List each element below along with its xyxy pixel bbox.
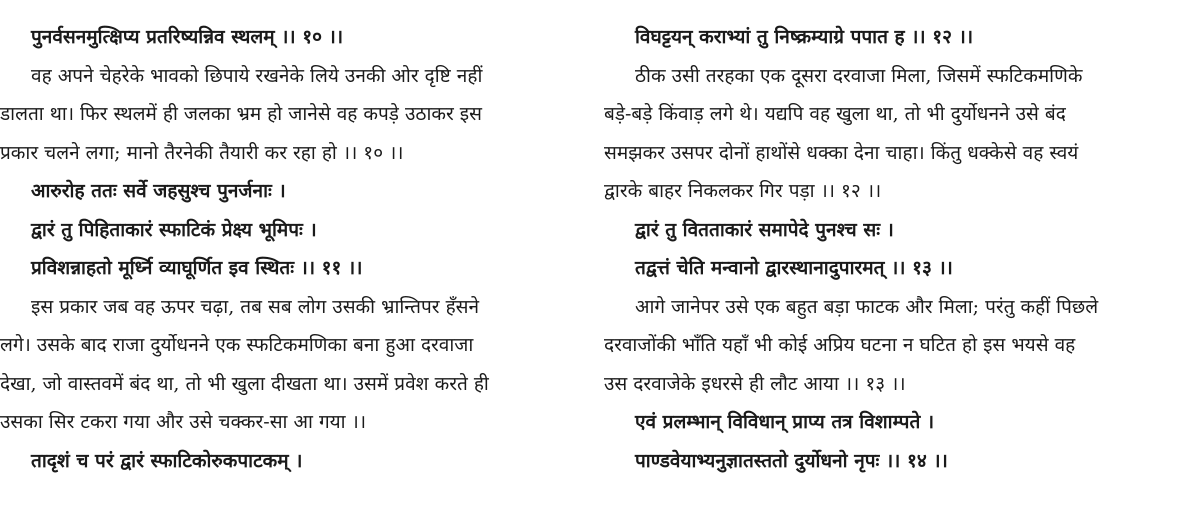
translation-line: उसका सिर टकरा गया और उसे चक्कर-सा आ गया ।। bbox=[0, 411, 367, 433]
sanskrit-verse-line: विघट्टयन् कराभ्यां तु निष्क्रम्याग्रे पपात ह ।। १२ ।। bbox=[635, 26, 974, 48]
left-column bbox=[0, 18, 580, 480]
translation-line: डालता था। फिर स्थलमें ही जलका भ्रम हो जानेसे वह कपड़े उठाकर इस bbox=[0, 103, 482, 125]
translation-line: दरवाजोंकी भाँति यहाँ भी कोई अप्रिय घटना न घटित हो इस भयसे वह bbox=[604, 334, 1076, 356]
translation-line: वह अपने चेहरेके भावको छिपाये रखनेके लिये उनकी ओर दृष्टि नहीं bbox=[31, 64, 483, 87]
sanskrit-verse-line: एवं प्रलम्भान् विविधान् प्राप्य तत्र विशाम्पते । bbox=[635, 411, 935, 433]
translation-line: प्रकार चलने लगा; मानो तैरनेकी तैयारी कर रहा हो ।। १० ।। bbox=[0, 141, 404, 164]
translation-line: द्वारके बाहर निकलकर गिर पड़ा ।। १२ ।। bbox=[604, 180, 882, 202]
sanskrit-verse-line: तादृशं च परं द्वारं स्फाटिकोरुकपाटकम् । bbox=[31, 449, 303, 472]
sanskrit-verse-line: प्रविशन्नाहतो मूर्ध्नि व्याघूर्णित इव स्थितः ।। ११ ।। bbox=[31, 257, 363, 279]
translation-line: उस दरवाजेके इधरसे ही लौट आया ।। १३ ।। bbox=[604, 372, 906, 395]
translation-line: ठीक उसी तरहका एक दूसरा दरवाजा मिला, जिसमें स्फटिकमणिके bbox=[635, 64, 1083, 87]
translation-line: इस प्रकार जब वह ऊपर चढ़ा, तब सब लोग उसकी भ्रान्तिपर हँसने bbox=[31, 295, 480, 318]
sanskrit-verse-line: द्वारं तु वितताकारं समापेदे पुनश्च सः । bbox=[635, 218, 894, 241]
sanskrit-verse-line: पाण्डवेयाभ्यनुज्ञातस्ततो दुर्योधनो नृपः ।। १४ ।। bbox=[635, 449, 948, 472]
translation-line: लगे। उसके बाद राजा दुर्योधनने एक स्फटिकमणिका बना हुआ दरवाजा bbox=[0, 334, 474, 356]
right-column bbox=[604, 18, 1184, 480]
sanskrit-verse-line: पुनर्वसनमुत्क्षिप्य प्रतरिष्यन्निव स्थलम् ।। १० ।। bbox=[31, 26, 344, 48]
sanskrit-verse-line: द्वारं तु पिहिताकारं स्फाटिकं प्रेक्ष्य भूमिपः । bbox=[31, 218, 317, 241]
translation-line: देखा, जो वास्तवमें बंद था, तो भी खुला दीखता था। उसमें प्रवेश करते ही bbox=[0, 372, 489, 395]
translation-line: आगे जानेपर उसे एक बहुत बड़ा फाटक और मिला; परंतु कहीं पिछले bbox=[635, 295, 1099, 318]
sanskrit-verse-line: आरुरोह ततः सर्वे जहसुश्च पुनर्जनाः । bbox=[31, 180, 286, 202]
translation-line: बड़े-बड़े किंवाड़ लगे थे। यद्यपि वह खुला था, तो भी दुर्योधनने उसे बंद bbox=[604, 103, 1066, 125]
translation-line: समझकर उसपर दोनों हाथोंसे धक्का देना चाहा। किंतु धक्केसे वह स्वयं bbox=[604, 141, 1079, 164]
sanskrit-verse-line: तद्वत्तं चेति मन्वानो द्वारस्थानादुपारमत् ।। १३ ।। bbox=[635, 257, 953, 279]
